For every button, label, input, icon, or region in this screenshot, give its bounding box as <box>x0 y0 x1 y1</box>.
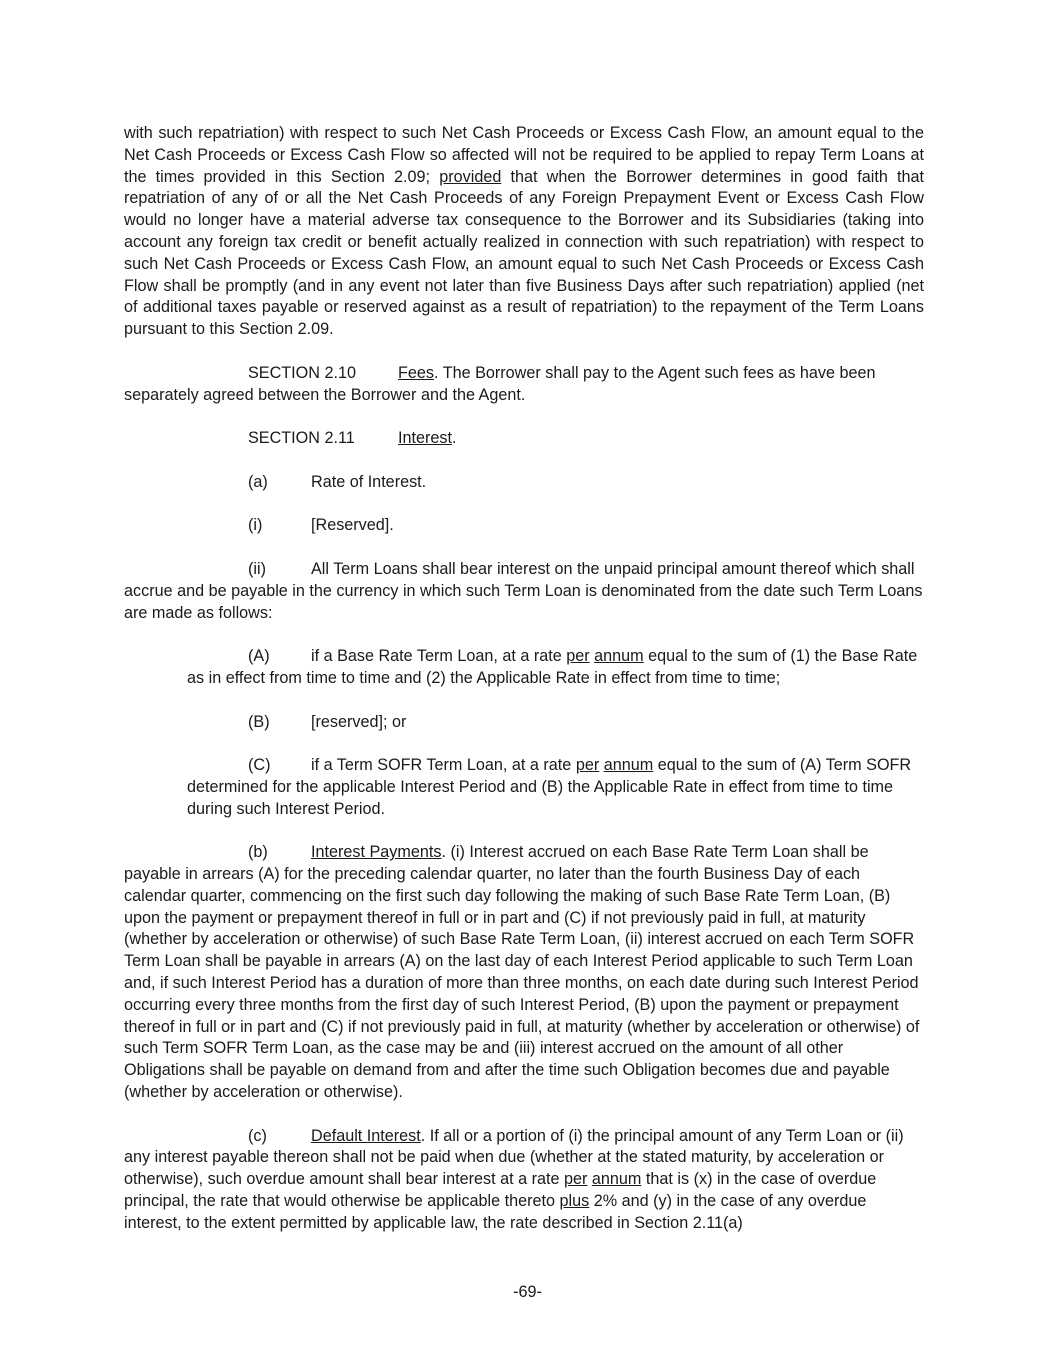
per-term: per <box>566 647 590 666</box>
clause-B <box>124 712 924 734</box>
clause-text: . (i) Interest accrued on each Base Rate Term Loan shall be payable in arrears (A) for the preceding calendar quarter, no later than the fourth Business Day of each calendar quarter, commencing on the first such day following the making of such Base Rate Term Loan, (B) upon the payment or prepayment thereof in full or in part and (C) if not previously paid in full, at maturity (whether by acceleration or otherwise) of such Base Rate Term Loan, (ii) interest accrued on each Term SOFR Term Loan shall be payable in arrears (A) on the last day of each Interest Period applicable to such Term Loan and, if such Interest Period has a duration of more than three months, on each date during such Interest Period occurring every three months from the first day of such Interest Period, (B) upon the payment or prepayment thereof in full or in part and (C) if not previously paid in full, at maturity (whether by acceleration or otherwise) of such Term SOFR Term Loan, as the case may be and (iii) interest accrued on the amount of all other Obligations shall be payable on demand from and after the time such Obligation becomes due and payable (whether by acceleration or otherwise). <box>124 843 920 1102</box>
clause-text: equal to the sum of (1) the Base Rate as in effect from time to time and (2) the Applicable Rate in effect from time to time; <box>187 647 918 687</box>
section-title: Interest <box>398 429 452 448</box>
plus-term: plus <box>559 1192 590 1211</box>
section-2-10 <box>124 363 924 407</box>
section-title: Fees <box>398 363 434 382</box>
clause-label: (c) <box>248 1126 267 1145</box>
clause-text: Rate of Interest. <box>311 472 427 491</box>
section-text: . The Borrower shall pay to the Agent such fees as have been separately agreed between the Borrower and the Agent. <box>124 363 876 404</box>
clause-a <box>124 472 924 494</box>
clause-text: that is (x) in the case of overdue principal, the rate that would otherwise be applicable thereto <box>124 1170 877 1211</box>
clause-label: (C) <box>248 756 271 775</box>
per-term: per <box>575 756 600 775</box>
clause-c <box>124 1126 924 1235</box>
document-page <box>124 123 924 1256</box>
clause-text: [reserved]; or <box>311 712 407 731</box>
paragraph-repatriation <box>124 123 924 341</box>
clause-C <box>187 755 924 820</box>
clause-title: Interest Payments <box>311 843 442 862</box>
para-text: that when the Borrower determines in good faith that repatriation of any of or all the Net Cash Proceeds of any Foreign Prepayment Event or Excess Cash Flow would no longer have a material adverse tax consequence to the Borrower and its Subsidiaries (taking into account any foreign tax credit or benefit actually realized in connection with such repatriation) with respect to such Net Cash Proceeds or Excess Cash Flow, an amount equal to such Net Cash Proceeds or Excess Cash Flow shall be promptly (and in any event not later than five Business Days after such repatriation) applied (net of additional taxes payable or reserved against as a result of repatriation) to the repayment of the Term Loans pursuant to this Section 2.09. <box>124 167 924 339</box>
clause-text: 2% and (y) in the case of any overdue interest, to the extent permitted by applicable law, the rate described in Section 2.11(a) <box>124 1192 867 1232</box>
clause-A <box>187 646 924 690</box>
provided-term: provided <box>439 167 502 186</box>
clause-label: (i) <box>248 516 263 535</box>
clause-label: (a) <box>248 472 268 491</box>
clause-text: equal to the sum of (A) Term SOFR determined for the applicable Interest Period and (B) the Applicable Rate in effect from time to time during such Interest Period. <box>187 756 912 818</box>
clause-label: (A) <box>248 647 270 666</box>
clause-b <box>124 842 924 1104</box>
section-2-11 <box>124 428 924 450</box>
per-term: per <box>564 1170 588 1189</box>
page-number: -69- <box>513 1283 542 1301</box>
clause-text: . If all or a portion of (i) the principal amount of any Term Loan or (ii) any interest payable thereon shall not be paid when due (whether at the stated maturity, by acceleration or otherwise), such overdue amount shall bear interest at a rate <box>124 1126 904 1189</box>
clause-text: if a Term SOFR Term Loan, at a rate <box>311 756 576 775</box>
section-number: SECTION 2.11 <box>248 429 355 448</box>
clause-label: (b) <box>248 843 268 862</box>
clause-ii <box>124 559 924 624</box>
clause-label: (B) <box>248 712 270 731</box>
section-period: . <box>452 429 457 448</box>
annum-term: annum <box>594 647 644 666</box>
clause-text: [Reserved]. <box>311 516 394 535</box>
annum-term: annum <box>591 1170 642 1189</box>
clause-text: All Term Loans shall bear interest on the unpaid principal amount thereof which shall accrue and be payable in the currency in which such Term Loan is denominated from the date such Term Loans are made as follows: <box>124 559 923 622</box>
clause-i <box>124 515 924 537</box>
clause-text: if a Base Rate Term Loan, at a rate <box>311 647 567 666</box>
section-number: SECTION 2.10 <box>248 363 356 382</box>
clause-label: (ii) <box>248 559 266 578</box>
annum-term: annum <box>603 756 654 775</box>
para-text: with such repatriation) with respect to such Net Cash Proceeds or Excess Cash Flow, an amount equal to the Net Cash Proceeds or Excess Cash Flow so affected will not be required to be applied to repay Term Loans at the times provided in this Section 2.09; <box>124 124 924 186</box>
clause-title: Default Interest <box>311 1126 421 1145</box>
